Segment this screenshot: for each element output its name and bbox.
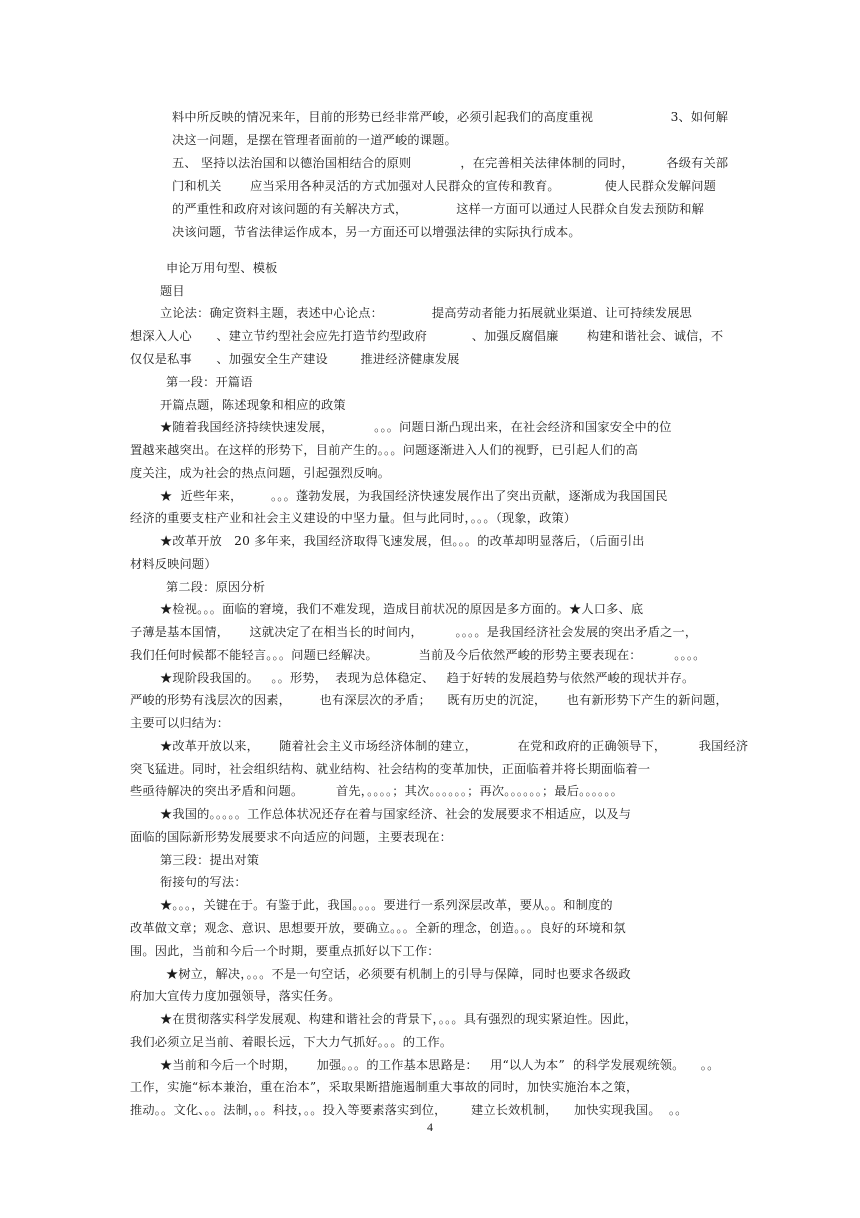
text-line: 经济的重要支柱产业和社会主义建设的中坚力量。但与此同时，。。。（现象，政策） [130,511,577,525]
section-heading: 申论万用句型、模板 [166,261,278,275]
text-line: ★现阶段我国的。 。。形势， 表现为总体稳定、 趋于好转的发展趋势与依然严峻的现状并存。 [160,671,695,685]
text-line: 面临的国际新形势发展要求不向适应的问题，主要表现在： [130,830,453,844]
text-line: 围。因此，当前和今后一个时期，要重点抓好以下工作： [130,944,440,958]
text-line: ★当前和今后一个时期， 加强。。。的工作基本思路是： 用“以人为本” 的科学发展观统领。 。。 [160,1058,720,1072]
page-number: 4 [427,1120,433,1134]
text-line: 推动。。文化、。。法制，。。科技，。。投入等要素落实到位， 建立长效机制， 加快实现我国。 。。 [130,1103,688,1117]
text-line: ★检视。。。面临的窘境，我们不难发现，造成目前状况的原因是多方面的。★人口多、底 [160,602,644,616]
text-line: 严峻的形势有浅层次的因素， 也有深层次的矛盾； 既有历史的沉淀， 也有新形势下产生的新问题， [130,693,728,707]
text-line: ★改革开放 20 多年来，我国经济取得飞速发展，但。。。的改革却明显落后，（后面引出 [160,534,645,548]
text-line: 想深入人心 、建立节约型社会应先打造节约型政府 、加强反腐倡廉 构建和谐社会、诚信，不 [130,329,724,343]
text-line: 子薄是基本国情， 这就决定了在相当长的时间内， 。。。。是我国经济社会发展的突出矛盾之一， [130,625,698,639]
text-line: ★我国的。。。。。工作总体状况还存在着与国家经济、社会的发展要求不相适应，以及与 [160,807,632,821]
text-line: 立论法：确定资料主题，表述中心论点： 提高劳动者能力拓展就业渠道、让可持续发展思 [160,306,693,320]
text-line: ★在贯彻落实科学发展观、构建和谐社会的背景下，。。。具有强烈的现实紧迫性。因此， [160,1012,638,1026]
text-line: 决该问题，节省法律运作成本，另一方面还可以增强法律的实际执行成本。 [172,225,581,239]
text-line: 料中所反映的情况来年，目前的形势已经非常严峻，必须引起我们的高度重视 3、如何解 [172,110,729,124]
text-line: 仅仅是私事 、加强安全生产建设 推进经济健康发展 [130,352,460,366]
text-line: 题目 [160,284,185,298]
text-line: 府加大宣传力度加强领导，落实任务。 [130,989,341,1003]
section-heading: 第二段：原因分析 [166,580,266,594]
text-line: ★随着我国经济持续快速发展， 。。。问题日渐凸现出来，在社会经济和国家安全中的位 [160,420,672,434]
section-heading: 第三段：提出对策 [160,853,260,867]
text-line: 衔接句的写法： [160,875,247,889]
text-line: 改革做文章；观念、意识、思想要开放，要确立。。。全新的理念，创造。。。良好的环境和氛 [130,921,626,935]
text-line: 度关注，成为社会的热点问题，引起强烈反响。 [130,466,391,480]
text-line: 决这一问题，是摆在管理者面前的一道严峻的课题。 [172,133,457,147]
text-line: 我们必须立足当前、着眼长远，下大力气抓好。。。的工作。 [130,1035,453,1049]
text-line: 突飞猛进。同时，社会组织结构、就业结构、社会结构的变革加快，正面临着并将长期面临着一 [130,762,651,776]
text-line: ★树立，解决，。。。不是一句空话，必须要有机制上的引导与保障，同时也要求各级政 [166,967,631,981]
text-line: 门和机关 应当采用各种灵活的方式加强对人民群众的宣传和教育。 使人民群众发解问题 [172,179,717,193]
text-line: 我们任何时候都不能轻言。。。问题已经解决。 当前及今后依然严峻的形势主要表现在： 。。。。 [130,648,706,662]
text-line: 开篇点题，陈述现象和相应的政策 [160,398,346,412]
section-heading: 第一段：开篇语 [166,375,253,389]
text-line: 主要可以归结为： [130,716,230,730]
text-line: ★ 近些年来， 。。。蓬勃发展，为我国经济快速发展作出了突出贡献，逐渐成为我国国民 [160,489,668,503]
text-line: ★改革开放以来， 随着社会主义市场经济体制的建立， 在党和政府的正确领导下， 我国经济 [160,739,749,753]
text-line: 的严重性和政府对该问题的有关解决方式， 这样一方面可以通过人民群众自发去预防和解 [172,202,705,216]
text-line: 置越来越突出。在这样的形势下，目前产生的。。。问题逐渐进入人们的视野，已引起人们的高 [130,443,639,457]
text-line: 工作，实施“标本兼治，重在治本”，采取果断措施遏制重大事故的同时，加快实施治本之策， [130,1080,639,1094]
text-line: ★。。。，关键在于。有鉴于此，我国。。。。要进行一系列深层改革，要从。。和制度的 [160,898,613,912]
text-line: 五、 坚持以法治国和以德治国相结合的原则 ，在完善相关法律体制的同时， 各级有关部 [172,156,729,170]
text-line: 材料反映问题） [130,557,217,571]
text-line: 些亟待解决的突出矛盾和问题。 首先，。。。。；其次。。。。。。；再次。。。。。。；最后。。。。。。 [130,784,623,798]
